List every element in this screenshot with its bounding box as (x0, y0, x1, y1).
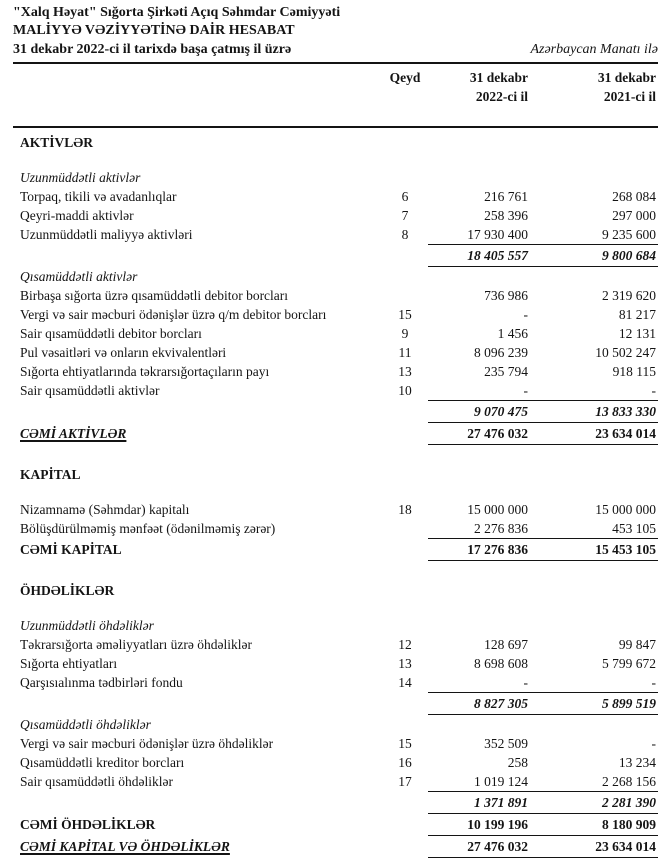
table-row (13, 132, 658, 153)
col-header-2021 (528, 68, 658, 106)
spacer-row (13, 153, 658, 168)
row-value-2022: 15 000 000 (467, 502, 528, 517)
table-row (13, 836, 658, 858)
row-qeyd: 16 (398, 755, 412, 770)
row-label: Qısamüddətli öhdəliklər (20, 717, 151, 732)
row-value-2021: 15 453 105 (595, 542, 656, 557)
row-qeyd: 15 (398, 736, 412, 751)
row-label: Pul vəsaitləri və onların ekvivalentləri (20, 345, 227, 360)
col-header-2022-line1: 31 dekabr (469, 70, 528, 85)
row-values (428, 814, 658, 836)
row-label: KAPİTAL (20, 467, 81, 482)
row-values (428, 362, 658, 381)
row-values (428, 734, 658, 753)
row-value-2021: 99 847 (618, 637, 656, 652)
row-value-2021: 918 115 (612, 364, 656, 379)
row-values (428, 187, 658, 206)
row-qeyd: 11 (398, 345, 412, 360)
row-values (428, 519, 658, 538)
row-label: Qeyri-maddi aktivlər (20, 208, 134, 223)
row-label: Qısamüddətli kreditor borcları (20, 755, 185, 770)
table-row (13, 580, 658, 601)
row-value-2022: - (523, 307, 528, 322)
row-label: Qarşısıalınma tədbirləri fondu (20, 675, 183, 690)
row-value-2021: 2 268 156 (602, 774, 656, 789)
table-row (13, 187, 658, 206)
row-value-2021: 5 899 519 (602, 696, 656, 711)
row-value-2021: 23 634 014 (595, 426, 656, 441)
row-value-2022: 18 405 557 (467, 248, 528, 263)
row-value-2022: 235 794 (484, 364, 528, 379)
row-value-2021: 12 131 (618, 326, 656, 341)
row-qeyd: 13 (398, 656, 412, 671)
table-row (13, 343, 658, 362)
row-label: CƏMİ AKTİVLƏR (20, 426, 127, 441)
row-value-2021: 10 502 247 (595, 345, 656, 360)
row-label: AKTİVLƏR (20, 135, 93, 150)
row-label: Vergi və sair məcburi ödənişlər üzrə q/m debitor borcları (20, 307, 327, 322)
table-row (13, 715, 658, 734)
row-values (428, 305, 658, 324)
table-row (13, 464, 658, 485)
table-row (13, 616, 658, 635)
table-row (13, 519, 658, 538)
currency-note: Azərbaycan Manatı ilə (530, 42, 658, 57)
row-values (428, 538, 658, 561)
row-value-2021: 13 234 (618, 755, 656, 770)
row-values (428, 343, 658, 362)
table-row (13, 400, 658, 423)
row-values (428, 400, 658, 423)
row-value-2021: 13 833 330 (595, 404, 656, 419)
row-value-2022: 1 371 891 (474, 795, 528, 810)
row-values (428, 206, 658, 225)
row-values (428, 753, 658, 772)
table-row (13, 225, 658, 244)
row-value-2021: 297 000 (612, 208, 656, 223)
row-value-2021: 8 180 909 (602, 817, 656, 832)
period-line: 31 dekabr 2022-ci il tarixdə başa çatmış il üzrə (13, 42, 292, 57)
table-row (13, 381, 658, 400)
row-qeyd: 8 (401, 227, 409, 242)
row-value-2022: 736 986 (484, 288, 528, 303)
row-value-2022: 8 698 608 (474, 656, 528, 671)
col-header-2022 (428, 68, 528, 106)
row-value-2022: 258 (507, 755, 528, 770)
statement-table (13, 128, 658, 858)
table-row (13, 244, 658, 267)
row-values (428, 654, 658, 673)
table-row (13, 324, 658, 343)
row-label: Uzunmüddətli maliyyə aktivləri (20, 227, 193, 242)
row-value-2021: - (651, 675, 656, 690)
col-header-qeyd: Qeyd (389, 70, 421, 85)
row-label: Təkrarsığorta əməliyyatları üzrə öhdəliklər (20, 637, 253, 652)
table-row (13, 305, 658, 324)
report-title: MALİYYƏ VƏZİYYƏTİNƏ DAİR HESABAT (13, 23, 295, 38)
row-value-2022: 8 096 239 (474, 345, 528, 360)
table-row (13, 500, 658, 519)
table-row (13, 791, 658, 814)
row-value-2021: 5 799 672 (602, 656, 656, 671)
row-value-2022: 8 827 305 (474, 696, 528, 711)
column-header-row (13, 64, 658, 128)
row-values (428, 791, 658, 814)
table-row (13, 753, 658, 772)
row-values (428, 324, 658, 343)
row-qeyd: 12 (398, 637, 412, 652)
row-value-2022: 17 276 836 (467, 542, 528, 557)
row-qeyd: 10 (398, 383, 412, 398)
period-row (13, 40, 658, 64)
spacer-row (13, 601, 658, 616)
row-values (428, 423, 658, 445)
table-row (13, 673, 658, 692)
row-label: Sair qısamüddətli debitor borcları (20, 326, 202, 341)
row-label: Qısamüddətli aktivlər (20, 269, 138, 284)
row-value-2021: 15 000 000 (595, 502, 656, 517)
row-value-2021: - (651, 383, 656, 398)
row-value-2021: 453 105 (612, 521, 656, 536)
row-label: Sığorta ehtiyatları (20, 656, 118, 671)
spacer-row (13, 445, 658, 464)
row-value-2021: 268 084 (612, 189, 656, 204)
table-row (13, 635, 658, 654)
row-value-2022: - (523, 383, 528, 398)
row-value-2021: - (651, 736, 656, 751)
row-label: CƏMİ ÖHDƏLİKLƏR (20, 817, 156, 832)
row-label: Nizamnamə (Səhmdar) kapitalı (20, 502, 190, 517)
row-qeyd: 13 (398, 364, 412, 379)
table-row (13, 538, 658, 561)
spacer-row (13, 485, 658, 500)
row-value-2022: 1 019 124 (474, 774, 528, 789)
row-values (428, 692, 658, 715)
row-qeyd: 7 (401, 208, 409, 223)
row-values (428, 286, 658, 305)
row-value-2022: 9 070 475 (474, 404, 528, 419)
row-value-2022: 27 476 032 (467, 426, 528, 441)
row-value-2022: - (523, 675, 528, 690)
table-row (13, 734, 658, 753)
row-value-2021: 2 281 390 (602, 795, 656, 810)
table-row (13, 267, 658, 286)
row-values (428, 381, 658, 400)
table-row (13, 362, 658, 381)
row-values (428, 500, 658, 519)
row-value-2022: 258 396 (484, 208, 528, 223)
table-row (13, 168, 658, 187)
row-qeyd: 6 (401, 189, 409, 204)
row-label: Uzunmüddətli aktivlər (20, 170, 141, 185)
row-qeyd: 9 (401, 326, 409, 341)
row-value-2022: 352 509 (484, 736, 528, 751)
table-row (13, 423, 658, 445)
col-header-2021-line2: 2021-ci il (603, 89, 656, 104)
row-label: Uzunmüddətli öhdəliklər (20, 618, 154, 633)
row-value-2022: 216 761 (484, 189, 528, 204)
row-value-2022: 1 456 (497, 326, 528, 341)
row-value-2022: 27 476 032 (467, 839, 528, 854)
row-label: ÖHDƏLİKLƏR (20, 583, 115, 598)
row-qeyd: 18 (398, 502, 412, 517)
row-value-2021: 23 634 014 (595, 839, 656, 854)
row-value-2021: 9 800 684 (602, 248, 656, 263)
table-row (13, 772, 658, 791)
row-value-2022: 128 697 (484, 637, 528, 652)
row-label: Birbaşa sığorta üzrə qısamüddətli debitor borcları (20, 288, 289, 303)
row-label: Sair qısamüddətli öhdəliklər (20, 774, 173, 789)
row-qeyd: 15 (398, 307, 412, 322)
row-label: Sair qısamüddətli aktivlər (20, 383, 160, 398)
row-values (428, 225, 658, 244)
table-row (13, 814, 658, 836)
col-header-2022-line2: 2022-ci il (475, 89, 528, 104)
table-row (13, 286, 658, 305)
row-label: Bölüşdürülməmiş mənfəət (ödənilməmiş zərər) (20, 521, 276, 536)
row-label: CƏMİ KAPİTAL (20, 542, 122, 557)
row-qeyd: 14 (398, 675, 412, 690)
row-values (428, 635, 658, 654)
row-values (428, 244, 658, 267)
row-qeyd: 17 (398, 774, 412, 789)
col-header-values (428, 68, 658, 106)
row-value-2021: 2 319 620 (602, 288, 656, 303)
row-value-2021: 9 235 600 (602, 227, 656, 242)
table-row (13, 692, 658, 715)
row-label: CƏMİ KAPİTAL VƏ ÖHDƏLİKLƏR (20, 839, 230, 854)
table-row (13, 206, 658, 225)
row-values (428, 836, 658, 858)
row-values (428, 772, 658, 791)
row-values (428, 673, 658, 692)
spacer-row (13, 561, 658, 580)
col-header-2021-line1: 31 dekabr (597, 70, 656, 85)
row-label: Vergi və sair məcburi ödənişlər üzrə öhdəliklər (20, 736, 274, 751)
row-value-2022: 2 276 836 (474, 521, 528, 536)
row-value-2022: 17 930 400 (467, 227, 528, 242)
row-value-2021: 81 217 (618, 307, 656, 322)
row-label: Sığorta ehtiyatlarında təkrarsığortaçıların payı (20, 364, 270, 379)
row-value-2022: 10 199 196 (467, 817, 528, 832)
company-name: "Xalq Həyat" Sığorta Şirkəti Açıq Səhmdar Cəmiyyəti (13, 5, 341, 20)
table-row (13, 654, 658, 673)
row-label: Torpaq, tikili və avadanlıqlar (20, 189, 177, 204)
